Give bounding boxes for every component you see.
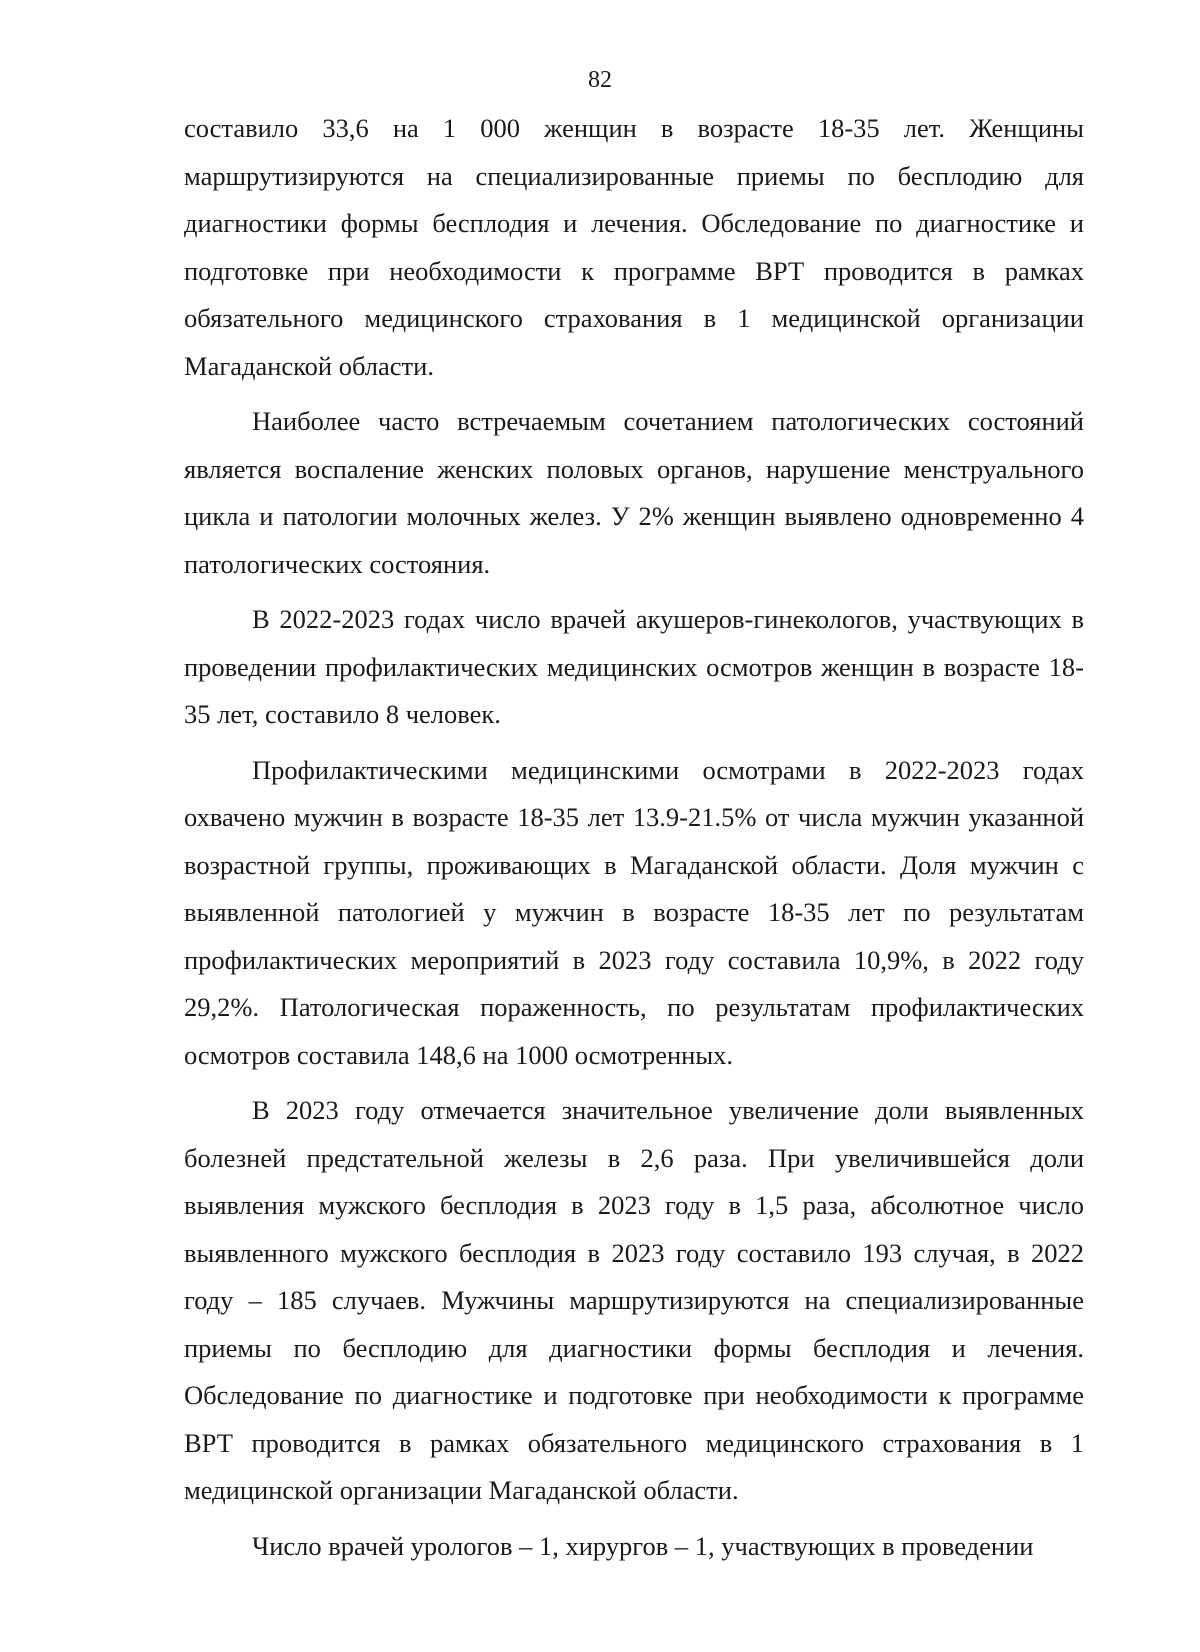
paragraph-pathology-combinations: Наиболее часто встречаемым сочетанием патологических состояний является воспаление женских половых органов, нарушение менструального цикла и патологии молочных желез. У 2% женщин выявлено одновременно 4 патологических состояния. [184,406,1084,579]
paragraph-gynecologists-count: В 2022-2023 годах число врачей акушеров-гинекологов, участвующих в проведении профилактических медицинских осмотров женщин в возрасте 18-35 лет, составило 8 человек. [184,604,1084,729]
paragraph-urologists-count: Число врачей урологов – 1, хирургов – 1, участвующих в проведении [252,1530,1034,1561]
page-number: 82 [588,67,612,93]
paragraph-male-infertility: В 2023 году отмечается значительное увеличение доли выявленных болезней предстательной железы в 2,6 раза. При увеличившейся доли выявления мужского бесплодия в 2023 году в 1,5 раза, абсолютное число выявленного мужского бесплодия в 2023 году составило 193 случая, в 2022 году – 185 случаев. Мужчины маршрутизируются на специализированные приемы по бесплодию для диагностики формы бесплодия и лечения. Обследование по диагностике и подготовке при необходимости к программе ВРТ проводится в рамках обязательного медицинского страхования в 1 медицинской организации Магаданской области. [184,1095,1084,1505]
paragraph-male-exam-coverage: Профилактическими медицинскими осмотрами в 2022-2023 годах охвачено мужчин в возрасте 18-35 лет 13.9-21.5% от числа мужчин указанной возрастной группы, проживающих в Магаданской области. Доля мужчин с выявленной патологией у мужчин в возрасте 18-35 лет по результатам профилактических мероприятий в 2023 году составила 10,9%, в 2022 году 29,2%. Патологическая пораженность, по результатам профилактических осмотров составила 148,6 на 1000 осмотренных. [184,754,1084,1070]
document-body [184,105,1084,1570]
paragraph-female-infertility-continuation: составило 33,6 на 1 000 женщин в возрасте 18-35 лет. Женщины маршрутизируются на специализированные приемы по бесплодию для диагностики формы бесплодия и лечения. Обследование по диагностике и подготовке при необходимости к программе ВРТ проводится в рамках обязательного медицинского страхования в 1 медицинской организации Магаданской области. [184,113,1084,381]
